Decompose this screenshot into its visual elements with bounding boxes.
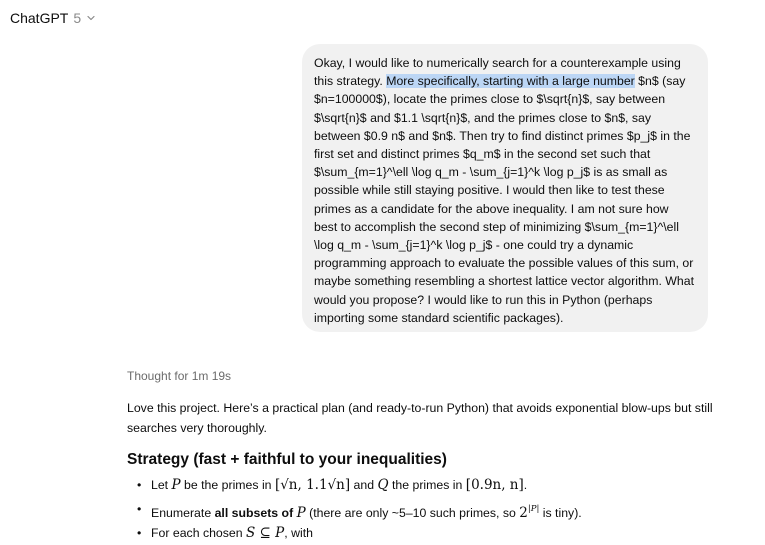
text: (there are only ~5–10 such primes, so: [305, 506, 520, 520]
math-subset: S ⊆ P: [246, 525, 285, 541]
list-item: [135, 522, 735, 545]
text: is tiny).: [539, 506, 582, 520]
app-name: ChatGPT: [10, 10, 69, 26]
user-message-text-rest: $n$ (say $n=100000$), locate the primes close to $\sqrt{n}$, say between $\sqrt{n}$ and $1.1 \sqrt{n}$, and the primes close to $n$, say between $0.9 n$ and $n$. Then try to find distinct primes $p_j$ in the first set and distinct primes $q_m$ in the second set such that $\sum_{m=1}^\ell \log q_m - \sum_{j=1}^k \log p_j$ is as small as possible while still staying positive. I would then like to test these primes as a candidate for the above inequality. I am not sure how best to accomplish the second step of minimizing $\sum_{m=1}^\ell \log q_m - \sum_{j=1}^k \log p_j$ - one could try a dynamic programming approach to evaluate the possible values of this sum, or maybe something resembling a shortest lattice vector algorithm. What would you propose? I would like to run this in Python (perhaps importing some standard scientific packages).: [314, 74, 695, 325]
user-message-bubble: [302, 44, 708, 332]
user-message-text: Okay, I would like to numerically search for a counterexample using this strategy.: [314, 56, 681, 89]
list-item: [135, 474, 735, 498]
text: , with: [284, 526, 313, 540]
math-exponent: |P|: [527, 504, 540, 514]
text: be the primes in: [180, 478, 275, 492]
strategy-heading: Strategy (fast + faithful to your inequalities): [127, 451, 447, 468]
text: Let: [151, 478, 172, 492]
text: For each chosen: [151, 526, 247, 540]
text: and: [350, 478, 378, 492]
chevron-down-icon: [86, 13, 96, 23]
highlighted-text: More specifically, starting with a large number: [386, 74, 635, 89]
text: Enumerate: [151, 506, 215, 520]
text: .: [523, 478, 528, 492]
bold-text: all subsets of: [214, 506, 294, 520]
math-interval-n: [0.9n, n]: [465, 477, 524, 493]
list-item: [135, 498, 735, 522]
model-selector[interactable]: [10, 8, 96, 28]
thought-duration-toggle[interactable]: Thought for 1m 19s: [127, 369, 232, 383]
math-P: P: [296, 505, 306, 521]
math-two: 2: [519, 505, 528, 521]
strategy-list: [135, 474, 735, 545]
text: the primes in: [388, 478, 466, 492]
assistant-intro: Love this project. Here’s a practical plan (and ready-to-run Python) that avoids exponential blow-ups but still searches very thoroughly.: [127, 401, 713, 435]
model-version: 5: [73, 10, 82, 26]
math-Q: Q: [377, 477, 389, 493]
math-P: P: [171, 477, 181, 493]
math-interval-sqrt: [√n, 1.1√n]: [274, 477, 351, 493]
